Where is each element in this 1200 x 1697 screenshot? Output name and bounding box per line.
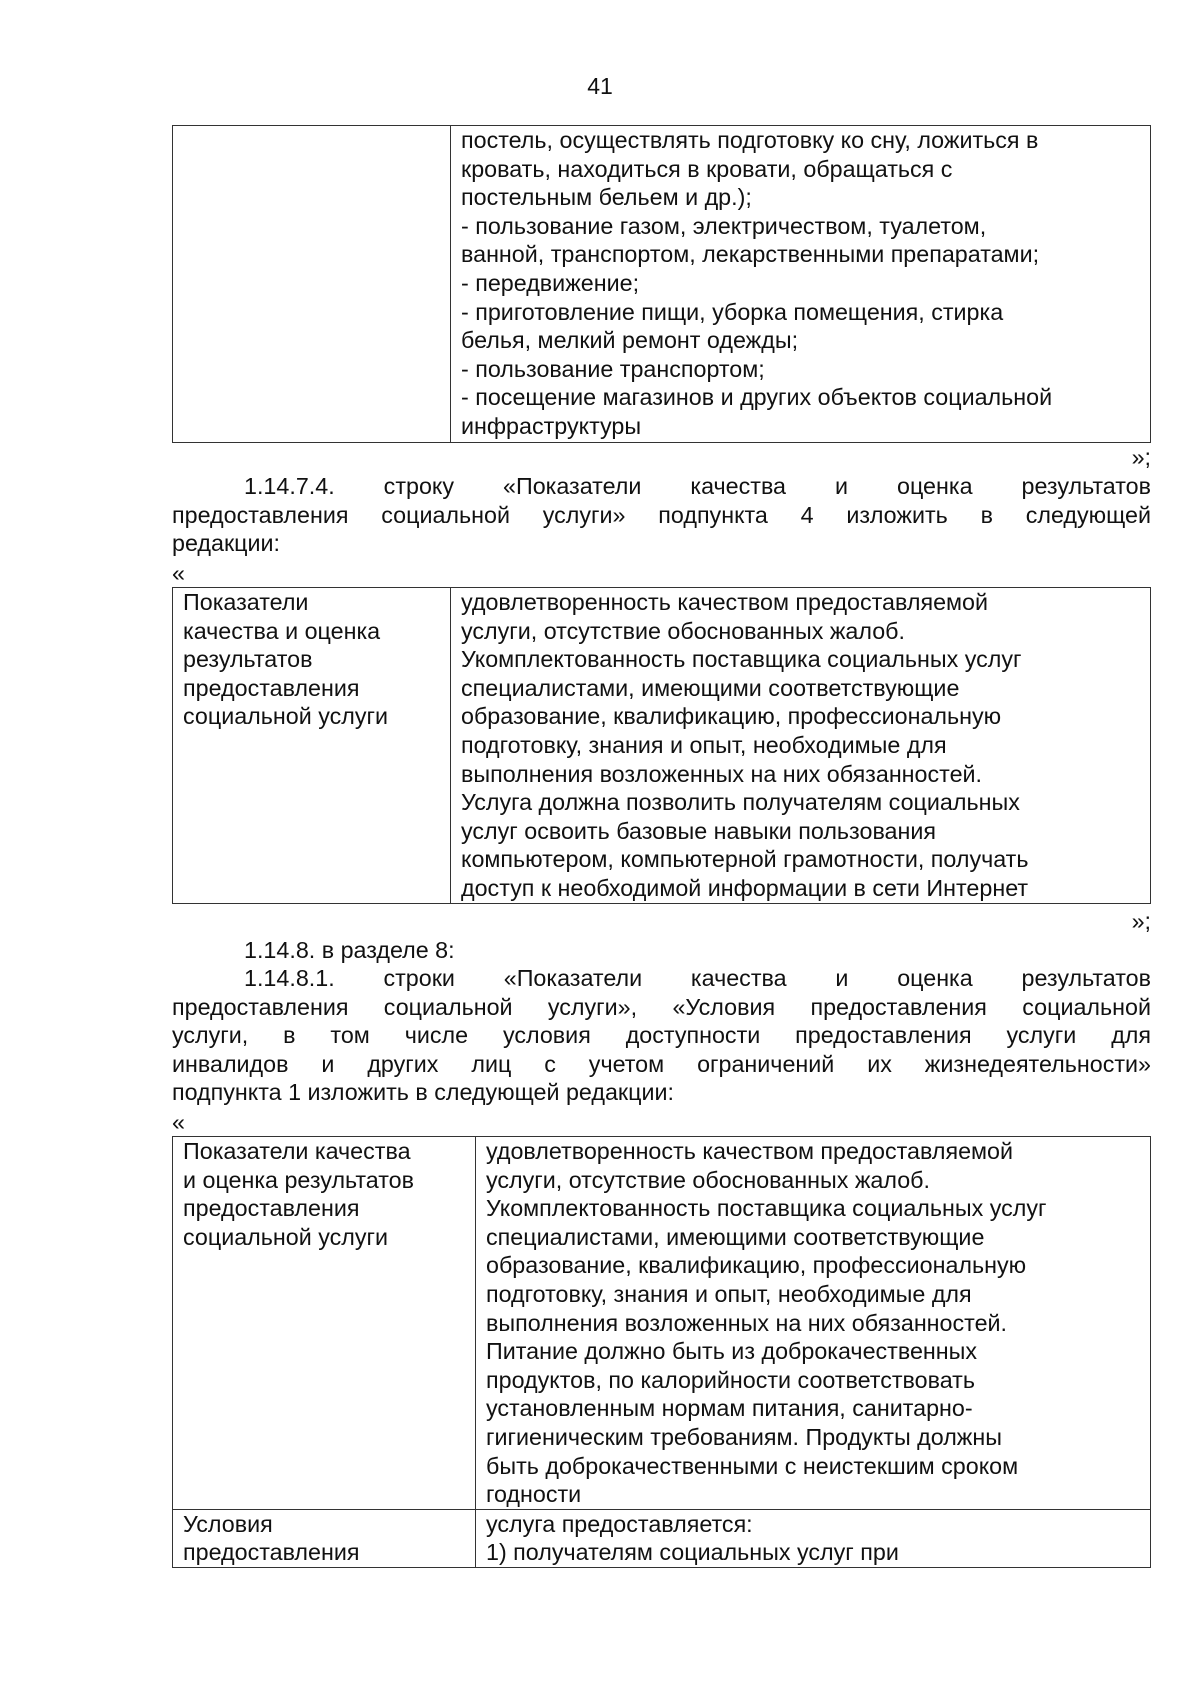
cell-line: специалистами, имеющими соответствующие — [486, 1223, 985, 1250]
cell-line: услуга предоставляется: — [486, 1510, 753, 1537]
cell-line: постель, осуществлять подготовку ко сну, ложиться в — [461, 127, 1039, 153]
cell-line: услуг освоить базовые навыки пользования — [461, 817, 937, 844]
cell-line: предоставления — [183, 1539, 360, 1566]
paragraph-line: предоставления социальной услуги» подпункта 4 изложить в следующей — [172, 501, 1151, 528]
cell-line: ванной, транспортом, лекарственными препаратами; — [461, 241, 1040, 268]
cell-line: Показатели качества — [183, 1138, 411, 1164]
opening-quote: « — [172, 1109, 185, 1135]
cell-line: Питание должно быть из доброкачественных — [486, 1338, 978, 1365]
paragraph-line: 1.14.8. в разделе 8: — [244, 937, 455, 963]
cell-line: - пользование транспортом; — [461, 355, 765, 382]
cell-line: - приготовление пищи, уборка помещения, стирка — [461, 298, 1004, 325]
cell-line: выполнения возложенных на них обязанностей. — [461, 760, 983, 787]
paragraph-1-14-7-4 — [172, 472, 1151, 558]
table-row — [173, 1137, 1151, 1510]
table-row — [173, 126, 1151, 443]
cell-line: постельным бельем и др.); — [461, 184, 752, 211]
cell-line: специалистами, имеющими соответствующие — [461, 674, 960, 701]
cell-line: подготовку, знания и опыт, необходимые для — [461, 731, 947, 758]
cell-line: белья, мелкий ремонт одежды; — [461, 327, 799, 354]
closing-quote: »; — [1131, 908, 1151, 934]
cell-line: компьютером, компьютерной грамотности, получать — [461, 846, 1029, 873]
paragraph-line: инвалидов и других лиц с учетом ограничений их жизнедеятельности» — [172, 1050, 1151, 1077]
opening-quote: « — [172, 560, 185, 586]
table-cell-right — [451, 588, 1151, 904]
cell-line: предоставления — [183, 674, 360, 701]
cell-line: подготовку, знания и опыт, необходимые для — [486, 1280, 972, 1307]
cell-line: продуктов, по калорийности соответствовать — [486, 1366, 975, 1393]
table-cell-left — [173, 126, 451, 443]
cell-line: гигиеническим требованиям. Продукты должны — [486, 1423, 1003, 1450]
closing-quote: »; — [1131, 444, 1151, 470]
cell-line: Показатели — [183, 589, 309, 615]
cell-line: - посещение магазинов и других объектов социальной — [461, 384, 1053, 411]
cell-line: Условия — [183, 1510, 273, 1537]
table-cell-left — [173, 588, 451, 904]
paragraph-line: редакции: — [172, 530, 280, 557]
cell-line: результатов — [183, 646, 313, 673]
paragraph-1-14-8 — [172, 936, 1151, 965]
cell-line: предоставления — [183, 1195, 360, 1222]
cell-line: услуги, отсутствие обоснованных жалоб. — [461, 617, 905, 644]
cell-line: и оценка результатов — [183, 1166, 414, 1193]
cell-line: социальной услуги — [183, 1223, 389, 1250]
cell-line: доступ к необходимой информации в сети Интернет — [461, 874, 1029, 901]
table-cell-left — [173, 1509, 476, 1567]
cell-line: социальной услуги — [183, 703, 389, 730]
cell-line: удовлетворенность качеством предоставляемой — [486, 1138, 1014, 1164]
page-number: 41 — [587, 73, 613, 99]
table-cell-left — [173, 1137, 476, 1510]
cell-line: 1) получателям социальных услуг при — [486, 1539, 899, 1566]
cell-line: удовлетворенность качеством предоставляемой — [461, 589, 989, 615]
paragraph-line: предоставления социальной услуги», «Условия предоставления социальной — [172, 993, 1151, 1020]
cell-line: образование, квалификацию, профессиональную — [486, 1252, 1027, 1279]
table-row — [173, 1509, 1151, 1567]
paragraph-line: 1.14.7.4. строку «Показатели качества и оценка результатов — [244, 473, 1151, 499]
paragraph-line: услуги, в том числе условия доступности предоставления услуги для — [172, 1022, 1151, 1049]
table-cell-right — [451, 126, 1151, 443]
table-continuation — [172, 125, 1151, 443]
cell-line: быть доброкачественными с неистекшим сроком — [486, 1452, 1019, 1479]
cell-line: Укомплектованность поставщика социальных услуг — [486, 1195, 1047, 1222]
paragraph-line: 1.14.8.1. строки «Показатели качества и оценка результатов — [244, 965, 1151, 991]
table-row — [173, 588, 1151, 904]
paragraph-line: подпункта 1 изложить в следующей редакции: — [172, 1079, 674, 1106]
cell-line: установленным нормам питания, санитарно- — [486, 1395, 973, 1422]
paragraph-1-14-8-1 — [172, 964, 1151, 1107]
cell-line: качества и оценка — [183, 617, 381, 644]
cell-line: - пользование газом, электричеством, туалетом, — [461, 212, 987, 239]
table-indicators-2 — [172, 1136, 1151, 1568]
table-cell-right — [476, 1509, 1151, 1567]
cell-line: Укомплектованность поставщика социальных услуг — [461, 646, 1022, 673]
cell-line: годности — [486, 1481, 582, 1508]
table-indicators-1 — [172, 587, 1151, 904]
cell-line: образование, квалификацию, профессиональную — [461, 703, 1002, 730]
cell-line: кровать, находиться в кровати, обращаться с — [461, 155, 953, 182]
cell-line: услуги, отсутствие обоснованных жалоб. — [486, 1166, 930, 1193]
cell-line: инфраструктуры — [461, 412, 642, 439]
cell-line: Услуга должна позволить получателям социальных — [461, 789, 1020, 816]
cell-line: - передвижение; — [461, 269, 640, 296]
cell-line: выполнения возложенных на них обязанностей. — [486, 1309, 1008, 1336]
table-cell-right — [476, 1137, 1151, 1510]
